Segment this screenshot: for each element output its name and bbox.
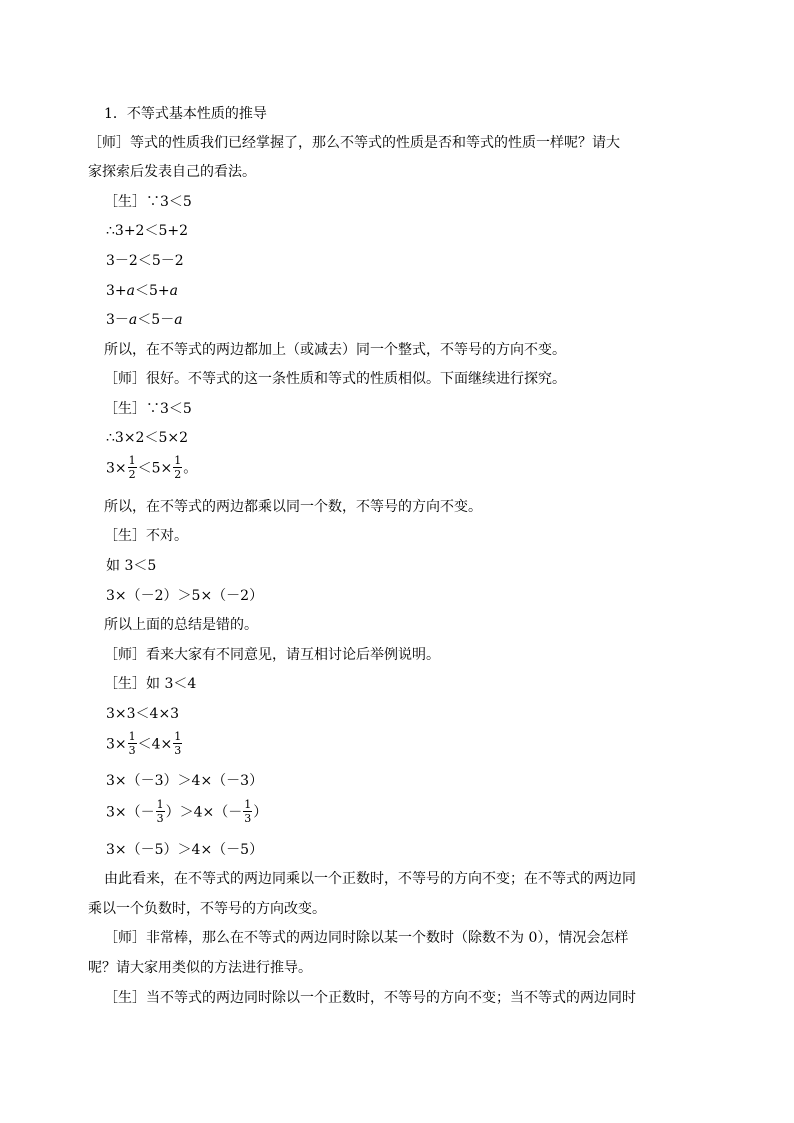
math-line: 3×（－3）＞4×（－3） xyxy=(106,773,264,789)
conclusion-3: 所以上面的总结是错的。 xyxy=(104,617,258,633)
conclusion-4-line-1: 由此看来，在不等式的两边同乘以一个正数时，不等号的方向不变；在不等式的两边同 xyxy=(104,871,636,887)
math-line: 3+a＜5+a xyxy=(106,283,178,299)
math-line: 3×3＜4×3 xyxy=(106,706,180,722)
teacher-remark-4-line-1: ［师］非常棒，那么在不等式的两边同时除以某一个数时（除数不为 0），情况会怎样 xyxy=(104,930,629,946)
conclusion-1: 所以，在不等式的两边都加上（或减去）同一个整式，不等号的方向不变。 xyxy=(104,342,566,358)
teacher-question-line-2: 家探索后发表自己的看法。 xyxy=(88,164,256,180)
math-line: ∴3+2＜5+2 xyxy=(106,223,188,239)
math-line: 3－a＜5－a xyxy=(106,312,183,328)
conclusion-2: 所以，在不等式的两边都乘以同一个数，不等号的方向不变。 xyxy=(104,499,482,515)
math-line-fraction: 3× $\frac{1}{2}$ ＜5× $\frac{1}{2}$ 。 xyxy=(106,454,198,481)
fraction-one-half: $\frac{1}{2}$ xyxy=(174,454,182,481)
variable-a: a xyxy=(169,283,178,299)
math-line: 3×（－2）＞5×（－2） xyxy=(106,588,264,604)
math-line: 3×（－5）＞4×（－5） xyxy=(106,842,264,858)
math-line-fraction: 3× $\frac{1}{3}$ ＜4× $\frac{1}{3}$ xyxy=(106,730,182,757)
math-line: 3－2＜5－2 xyxy=(106,253,184,269)
student-reply-3: ［生］不对。 xyxy=(104,528,188,544)
math-line: 如 3＜5 xyxy=(106,558,157,574)
teacher-question-line-1: ［师］等式的性质我们已经掌握了，那么不等式的性质是否和等式的性质一样呢？请大 xyxy=(88,135,620,151)
conclusion-4-line-2: 乘以一个负数时，不等号的方向改变。 xyxy=(88,901,326,917)
math-line-fraction: 3×（－ $\frac{1}{3}$ ）＞4×（－ $\frac{1}{3}$ ） xyxy=(106,798,268,825)
student-reply-4: ［生］如 3＜4 xyxy=(104,676,197,692)
variable-a: a xyxy=(126,283,135,299)
fraction-one-third: $\frac{1}{3}$ xyxy=(128,730,136,757)
student-reply-2: ［生］∵3＜5 xyxy=(104,401,192,417)
fraction-one-third: $\frac{1}{3}$ xyxy=(156,798,164,825)
student-reply-5: ［生］当不等式的两边同时除以一个正数时，不等号的方向不变；当不等式的两边同时 xyxy=(104,990,636,1006)
student-reply-1: ［生］∵3＜5 xyxy=(104,194,192,210)
math-line: ∴3×2＜5×2 xyxy=(106,430,188,446)
fraction-one-half: $\frac{1}{2}$ xyxy=(128,454,136,481)
fraction-one-third: $\frac{1}{3}$ xyxy=(244,798,252,825)
section-heading: 1．不等式基本性质的推导 xyxy=(104,106,267,122)
teacher-remark-2: ［师］很好。不等式的这一条性质和等式的性质相似。下面继续进行探究。 xyxy=(104,371,566,387)
variable-a: a xyxy=(128,312,138,328)
variable-a: a xyxy=(174,312,183,328)
fraction-one-third: $\frac{1}{3}$ xyxy=(174,730,182,757)
teacher-remark-3: ［师］看来大家有不同意见，请互相讨论后举例说明。 xyxy=(104,647,440,663)
teacher-remark-4-line-2: 呢？请大家用类似的方法进行推导。 xyxy=(88,960,312,976)
